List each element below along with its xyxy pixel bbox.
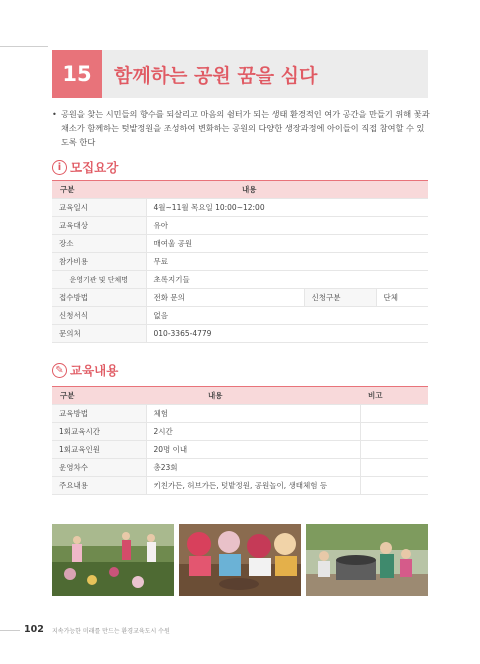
- header-cell: 구분: [52, 387, 146, 405]
- table-row: [52, 307, 428, 325]
- garden-photo-2: [179, 524, 301, 596]
- edu-table: [52, 386, 428, 495]
- intro-text: 공원을 찾는 시민들의 향수를 되살리고 마음의 쉼터가 되는 생태 환경적인 여가 공간을 만들기 위해 꽃과 채소가 함께하는 텃밭정원을 조성하여 변화하는 공원의 다양한 생장과정에 아이들이 직접 참여할 수 있도록 한다: [61, 109, 430, 147]
- row-label: 참가비용: [52, 253, 146, 271]
- header-cell: 비고: [360, 387, 428, 405]
- row-label: 1회교육시간: [52, 423, 146, 441]
- edu-heading: [52, 361, 118, 379]
- row-value: 4월~11월 목요일 10:00~12:00: [146, 199, 428, 217]
- row-value: 초록지기들: [146, 271, 428, 289]
- header-cell-text: 내용: [208, 391, 223, 400]
- edu-heading-text: 교육내용: [70, 363, 119, 378]
- page-title-bar: [52, 50, 428, 98]
- intro-paragraph: [52, 107, 432, 149]
- table-row: [52, 235, 428, 253]
- row-note: [360, 459, 428, 477]
- row-label: 운영기관 및 단체명: [52, 271, 146, 289]
- table-row: [52, 477, 428, 495]
- row-label: 신청서식: [52, 307, 146, 325]
- recruit-heading: [52, 158, 118, 176]
- table-row: [52, 199, 428, 217]
- table-row: [52, 289, 428, 307]
- row-value: 없음: [146, 307, 428, 325]
- bullet: •: [52, 109, 57, 119]
- table-row: [52, 271, 428, 289]
- row-label: 교육방법: [52, 405, 146, 423]
- row-value: 키친가든, 허브가든, 텃밭정원, 공원놀이, 생태체험 등: [146, 477, 360, 495]
- photo-strip: [52, 524, 428, 596]
- row-value: 매여울 공원: [146, 235, 428, 253]
- pencil-icon: ✎: [52, 363, 67, 378]
- row-label: 장소: [52, 235, 146, 253]
- row-note: [360, 405, 428, 423]
- table-row: [52, 459, 428, 477]
- header-cell-text: 내용: [242, 185, 257, 194]
- row-value: 체험: [146, 405, 360, 423]
- row-label: 교육일시: [52, 199, 146, 217]
- row-value: 단체: [376, 289, 428, 307]
- page-footer: [0, 624, 480, 636]
- info-icon: i: [52, 160, 67, 175]
- footer-rule: [0, 630, 20, 631]
- row-label: 주요내용: [52, 477, 146, 495]
- row-value: 20명 이내: [146, 441, 360, 459]
- top-rule: [0, 46, 48, 47]
- row-value: 총23회: [146, 459, 360, 477]
- recruit-table: [52, 180, 428, 343]
- table-row: [52, 405, 428, 423]
- row-label: 1회교육인원: [52, 441, 146, 459]
- row-label: 교육대상: [52, 217, 146, 235]
- table-row: [52, 325, 428, 343]
- page-title: 함께하는 공원 꿈을 심다: [102, 50, 428, 98]
- row-label: 문의처: [52, 325, 146, 343]
- table-header-row: [52, 181, 428, 199]
- garden-photo-3: [306, 524, 428, 596]
- title-number: 15: [52, 50, 102, 98]
- row-note: [360, 441, 428, 459]
- row-value: 010-3365-4779: [146, 325, 428, 343]
- table-row: [52, 423, 428, 441]
- row-value: 유아: [146, 217, 428, 235]
- footer-text: 지속가능한 미래를 만드는 환경교육도시 수원: [52, 628, 170, 635]
- row-label: 접수방법: [52, 289, 146, 307]
- row-value: 전화 문의: [146, 289, 304, 307]
- header-cell: [146, 181, 428, 199]
- header-cell: [146, 387, 360, 405]
- row-value: 2시간: [146, 423, 360, 441]
- table-row: [52, 441, 428, 459]
- header-cell: 구분: [52, 181, 146, 199]
- row-label: 신청구분: [304, 289, 376, 307]
- page-number: 102: [24, 624, 44, 635]
- table-row: [52, 253, 428, 271]
- row-label: 운영차수: [52, 459, 146, 477]
- row-value: 무료: [146, 253, 428, 271]
- row-note: [360, 423, 428, 441]
- table-header-row: [52, 387, 428, 405]
- row-note: [360, 477, 428, 495]
- garden-photo-1: [52, 524, 174, 596]
- recruit-heading-text: 모집요강: [70, 160, 119, 175]
- table-row: [52, 217, 428, 235]
